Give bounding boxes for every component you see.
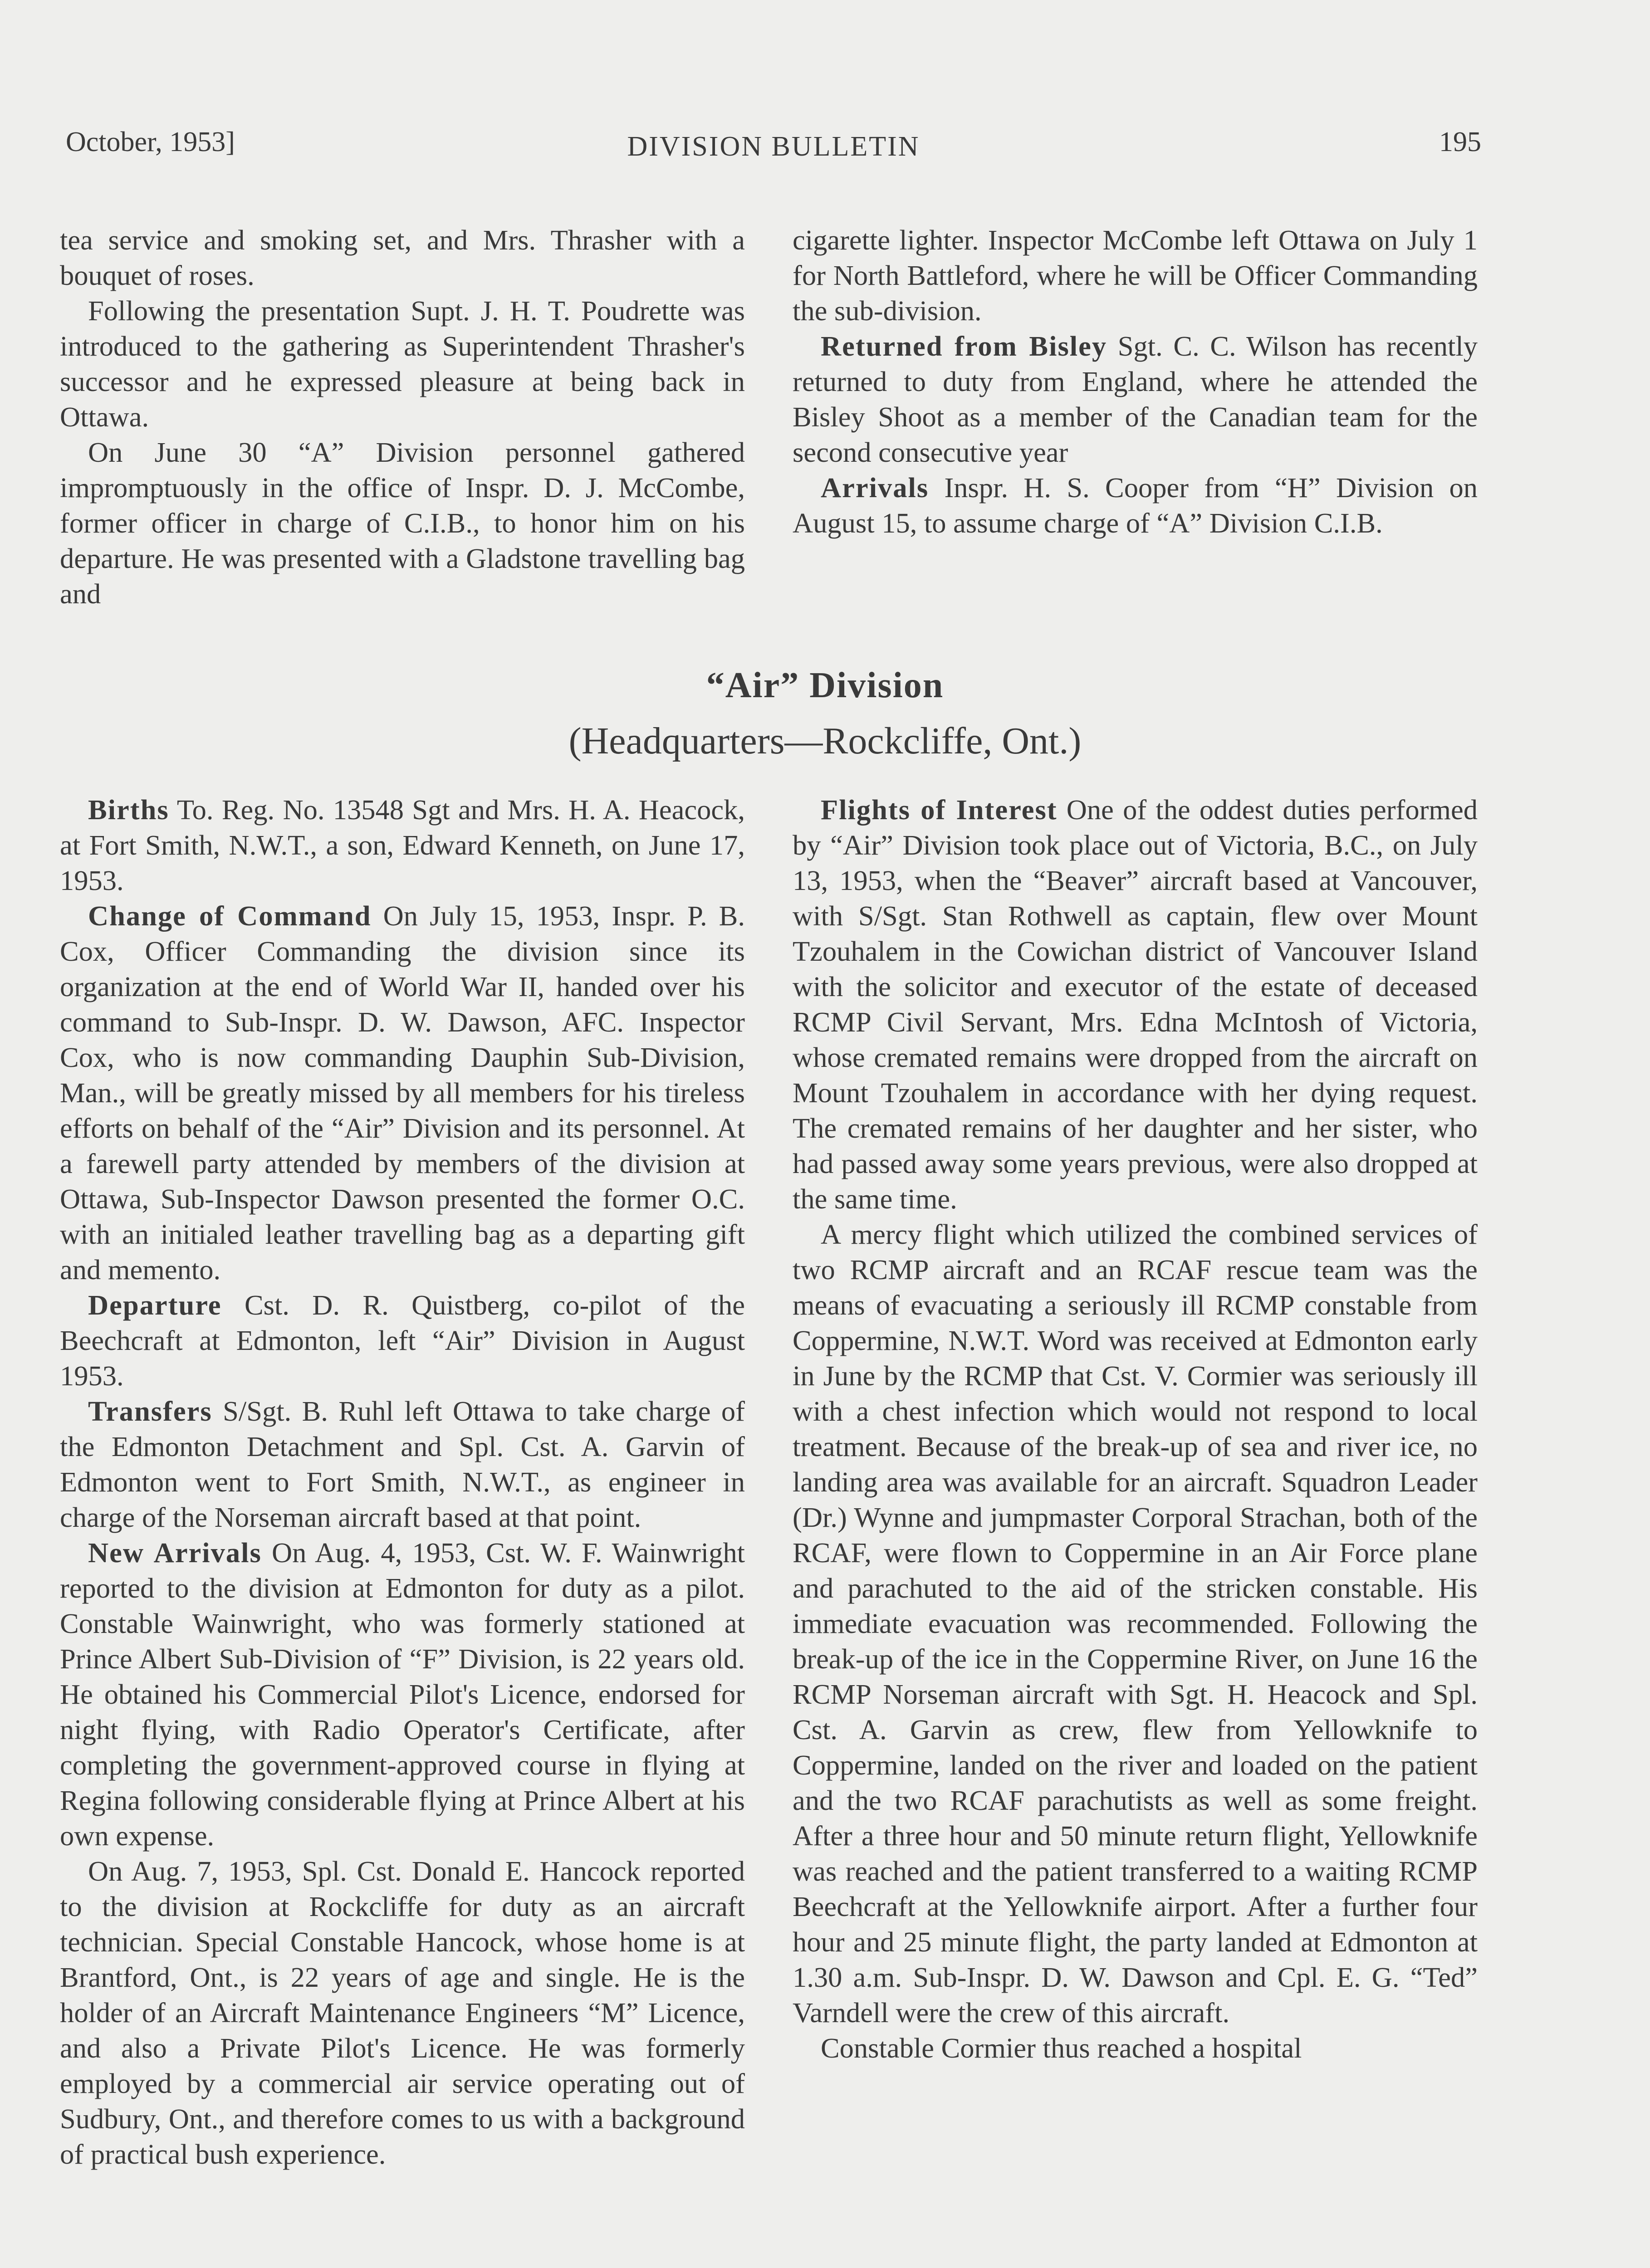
paragraph-text: On July 15, 1953, Inspr. P. B. Cox, Officer Commanding the division since its organization at the end of World War II, handed over his command to Sub-Inspr. D. W. Dawson, AFC. Inspector Cox, who is now commanding Dauphin Sub-Division, Man., will be greatly missed by all members for his tireless efforts on behalf of the “Air” Division and its personnel. At a farewell party attended by members of the division at Ottawa, Sub-Inspector Dawson presented the former O.C. with an initialed leather travelling bag as a departing gift and memento. <box>60 900 745 1286</box>
top-right-column <box>793 222 1478 541</box>
paragraph-departure <box>60 1287 745 1393</box>
paragraph-arrivals <box>793 470 1478 541</box>
run-in-heading: Returned from Bisley <box>821 330 1107 362</box>
section-subtitle: (Headquarters—Rockcliffe, Ont.) <box>568 720 1082 762</box>
run-in-heading: Births <box>88 794 169 826</box>
paragraph-hancock: On Aug. 7, 1953, Spl. Cst. Donald E. Hancock reported to the division at Rockcliffe for duty as an aircraft technician. Special Constable Hancock, whose home is at Brantford, Ont., is 22 years of age and single. He is the holder of an Aircraft Maintenance Engineers “M” Licence, and also a Private Pilot's Licence. He was formerly employed by a commercial air service operating out of Sudbury, Ont., and therefore comes to us with a background of practical bush experience. <box>60 1855 745 2170</box>
paragraph-transfers <box>60 1393 745 1535</box>
paragraph-continued: tea service and smoking set, and Mrs. Thrasher with a bouquet of roses. <box>60 224 745 291</box>
header-date: October, 1953] <box>66 127 235 157</box>
paragraph-change-of-command <box>60 898 745 1287</box>
paragraph-text: Cst. D. R. Quistberg, co-pilot of the Beechcraft at Edmonton, left “Air” Division in August 1953. <box>60 1289 745 1392</box>
paragraph-text: To. Reg. No. 13548 Sgt and Mrs. H. A. Heacock, at Fort Smith, N.W.T., a son, Edward Kenneth, on June 17, 1953. <box>60 794 745 896</box>
paragraph-text: One of the oddest duties performed by “Air” Division took place out of Victoria, B.C., on July 13, 1953, when the “Beaver” aircraft based at Vancouver, with S/Sgt. Stan Rothwell as captain, flew over Mount Tzouhalem in the Cowichan district of Vancouver Island with the solicitor and executor of the estate of deceased RCMP Civil Servant, Mrs. Edna McIntosh of Victoria, whose cremated remains were dropped from the aircraft on Mount Tzouhalem in accordance with her dying request. The cremated remains of her daughter and her sister, who had passed away some years previous, were also dropped at the same time. <box>793 794 1478 1215</box>
section-title: “Air” Division <box>706 665 944 705</box>
paragraph-births <box>60 792 745 898</box>
paragraph-text: S/Sgt. B. Ruhl left Ottawa to take charge of the Edmonton Detachment and Spl. Cst. A. Garvin of Edmonton went to Fort Smith, N.W.T., as engineer in charge of the Norseman aircraft based at that point. <box>60 1395 745 1533</box>
paragraph-lighter: cigarette lighter. Inspector McCombe left Ottawa on July 1 for North Battleford, where he will be Officer Commanding the sub-division. <box>793 224 1478 327</box>
run-in-heading: New Arrivals <box>88 1537 262 1569</box>
paragraph-new-arrivals <box>60 1535 745 1853</box>
run-in-heading: Change of Command <box>88 900 372 932</box>
run-in-heading: Flights of Interest <box>821 794 1058 826</box>
paragraph-poudrette: Following the presentation Supt. J. H. T. Poudrette was introduced to the gathering as Superintendent Thrasher's successor and he expressed pleasure at being back in Ottawa. <box>60 295 745 433</box>
paragraph-cormier: Constable Cormier thus reached a hospital <box>821 2032 1302 2064</box>
run-in-heading: Departure <box>88 1289 222 1321</box>
run-in-heading: Arrivals <box>821 472 929 503</box>
paragraph-text: On Aug. 4, 1953, Cst. W. F. Wainwright reported to the division at Edmonton for duty as a pilot. Constable Wainwright, who was formerly stationed at Prince Albert Sub-Division of “F” Division, is 22 years old. He obtained his Commercial Pilot's Licence, endorsed for night flying, with Radio Operator's Certificate, after completing the government-approved course in flying at Regina following considerable flying at Prince Albert at his own expense. <box>60 1537 745 1852</box>
run-in-heading: Transfers <box>88 1395 212 1427</box>
paragraph-text: Sgt. C. C. Wilson has recently returned to duty from England, where he attended the Bisley Shoot as a member of the Canadian team for the second consecutive year <box>793 330 1478 468</box>
paragraph-returned <box>793 328 1478 470</box>
paragraph-text: Inspr. H. S. Cooper from “H” Division on August 15, to assume charge of “A” Division C.I.B. <box>793 472 1478 539</box>
header-publication: DIVISION BULLETIN <box>627 131 920 162</box>
running-header <box>66 126 1481 167</box>
top-left-column <box>60 222 745 611</box>
paragraph-mccombe: On June 30 “A” Division personnel gathered impromptuously in the office of Inspr. D. J. McCombe, former officer in charge of C.I.B., to honor him on his departure. He was presented with a Gladstone travelling bag and <box>60 436 745 610</box>
page-number: 195 <box>1439 127 1481 157</box>
paragraph-flights <box>793 792 1478 1217</box>
bottom-right-column <box>793 792 1478 2066</box>
bottom-left-column <box>60 792 745 2172</box>
paragraph-mercy-flight: A mercy flight which utilized the combined services of two RCMP aircraft and an RCAF rescue team was the means of evacuating a seriously ill RCMP constable from Coppermine, N.W.T. Word was received at Edmonton early in June by the RCMP that Cst. V. Cormier was seriously ill with a chest infection which would not respond to local treatment. Because of the break-up of sea and river ice, no landing area was available for an aircraft. Squadron Leader (Dr.) Wynne and jumpmaster Corporal Strachan, both of the RCAF, were flown to Coppermine in an Air Force plane and parachuted to the aid of the stricken constable. His immediate evacuation was recommended. Following the break-up of the ice in the Coppermine River, on June 16 the RCMP Norseman aircraft with Sgt. H. Heacock and Spl. Cst. A. Garvin as crew, flew from Yellowknife to Coppermine, landed on the river and loaded on the patient and the two RCAF parachutists as well as some freight. After a three hour and 50 minute return flight, Yellowknife was reached and the patient transferred to a waiting RCMP Beechcraft at the Yellowknife airport. After a further four hour and 25 minute flight, the party landed at Edmonton at 1.30 a.m. Sub-Inspr. D. W. Dawson and Cpl. E. G. “Ted” Varndell were the crew of this aircraft. <box>793 1218 1478 2028</box>
